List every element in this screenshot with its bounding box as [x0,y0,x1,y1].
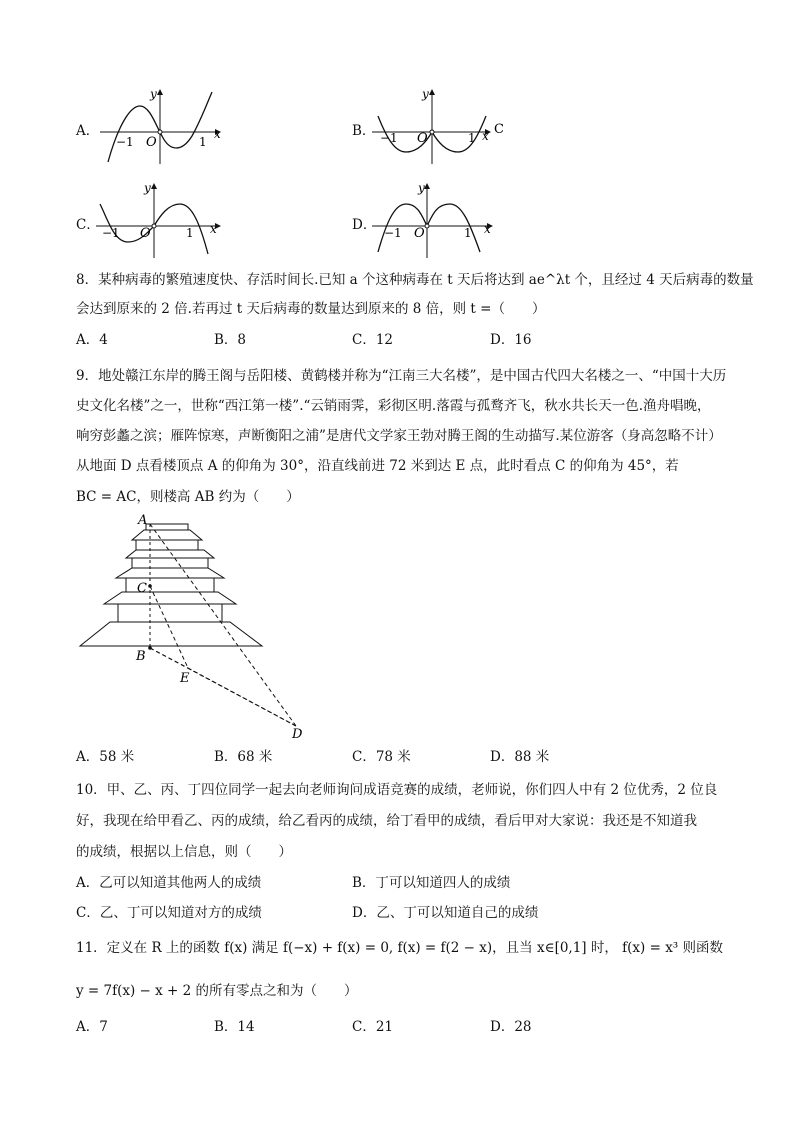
q9-line-5: BC = AC，则楼高 AB 约为（ ） [76,489,300,505]
q7-graph-a [100,86,230,166]
pavilion-roof-4 [126,550,214,558]
q9-option-a[interactable]: A．58 米 [76,749,135,765]
tick-neg1: −1 [380,131,398,145]
q8-line-2: 会达到原来的 2 倍.若再过 t 天后病毒的数量达到原来的 8 倍，则 t =（ ） [76,301,546,317]
q9-option-d[interactable]: D．88 米 [490,749,550,765]
tick-1: 1 [464,226,472,240]
origin-dot [430,130,434,134]
q11-option-d[interactable]: D．28 [490,1019,532,1035]
q11-line-1: 11．定义在 R 上的函数 f(x) 满足 f(−x) + f(x) = 0, f(x) = f(2 − x)，且当 x∈[0,1] 时， f(x) = x³ 则函数 [76,940,724,956]
tick-1: 1 [199,135,207,149]
tick-neg1: −1 [116,135,134,149]
point-e-label: E [180,671,190,686]
point-b-dot [148,646,152,650]
q11-option-a[interactable]: A．7 [76,1019,108,1035]
q9-option-c[interactable]: C．78 米 [352,749,411,765]
q8-option-b[interactable]: B．8 [214,332,247,348]
origin-dot [152,224,156,228]
tick-neg1: −1 [384,226,402,240]
x-label: x [484,222,491,236]
origin-label: O [146,135,157,150]
q7-option-c-label: C． [76,217,100,233]
pavilion-tier-1 [118,604,222,622]
tick-neg1: −1 [102,226,120,240]
origin-dot [425,224,429,228]
origin-label: O [140,226,151,241]
tick-1: 1 [186,226,194,240]
pavilion-tier-4 [136,540,198,550]
pavilion-tier-3 [132,558,208,568]
q9-line-1: 9．地处赣江东岸的腾王阁与岳阳楼、黄鹤楼并称为“江南三大名楼”，是中国古代四大名楼之一、“中国十大历 [76,368,727,384]
q9-line-4: 从地面 D 点看楼顶点 A 的仰角为 30°，沿直线前进 72 米到达 E 点，此时看点 C 的仰角为 45°，若 [76,458,679,474]
q10-option-b[interactable]: B．丁可以知道四人的成绩 [352,875,511,891]
q8-option-d[interactable]: D．16 [490,332,532,348]
y-label: y [150,87,157,101]
point-d-label: D [292,727,303,742]
q7-option-d-label: D． [352,217,377,233]
point-c-dot [148,584,152,588]
origin-label: O [417,131,428,146]
point-a-label: A [138,513,148,528]
q11-option-b[interactable]: B．14 [214,1019,255,1035]
q7-option-b-label: B． [352,123,376,139]
q10-line-3: 的成绩，根据以上信息，则（ ） [76,844,292,860]
origin-dot [158,130,162,134]
q8-line-1: 8．某种病毒的繁殖速度快、存活时间长.已知 a 个这种病毒在 t 天后将达到 ae^λt 个，且经过 4 天后病毒的数量 [76,272,754,288]
point-b-label: B [136,649,146,664]
q10-option-d[interactable]: D．乙、丁可以知道自己的成绩 [352,905,539,921]
pavilion-base-roof [80,622,262,646]
y-label: y [418,181,425,195]
pavilion-roof-top [132,530,202,540]
pavilion-roof-2 [104,592,236,604]
q9-line-2: 史文化名楼”之一，世称“西江第一楼”.“云销雨霁，彩彻区明.落霞与孤鹜齐飞，秋水共长天一色.渔舟唱晚， [76,398,711,414]
q8-option-a[interactable]: A．4 [76,332,108,348]
q7-graph-b [372,86,512,166]
q7-graph-c [96,180,226,260]
tick-1: 1 [468,131,476,145]
q10-line-2: 好，我现在给甲看乙、丙的成绩，给乙看丙的成绩，给丁看甲的成绩，看后甲对大家说：我还是不知道我 [76,813,697,829]
x-label: x [482,129,489,143]
y-label: y [144,181,151,195]
q10-line-1: 10．甲、乙、丙、丁四位同学一起去向老师询问成语竞赛的成绩，老师说，你们四人中有 2 位优秀，2 位良 [76,782,718,798]
q9-option-b[interactable]: B．68 米 [214,749,273,765]
q7-graph-d [372,180,502,260]
x-label: x [214,127,221,141]
q8-option-c[interactable]: C．12 [352,332,394,348]
line-ce [150,586,188,668]
q7-option-a-label: A． [76,123,100,139]
y-label: y [422,87,429,101]
q10-option-a[interactable]: A．乙可以知道其他两人的成绩 [76,875,262,891]
point-c-label: C [137,581,147,596]
q9-pavilion-diagram [70,510,320,742]
q9-line-3: 响穷彭蠡之滨；雁阵惊寒，声断衡阳之浦”是唐代文学家王勃对腾王阁的生动描写.某位游客（身高忽略不计） [76,428,722,444]
q10-option-c[interactable]: C．乙、丁可以知道对方的成绩 [76,905,262,921]
pavilion-roof-3 [116,568,224,578]
b-extra-label: C [494,122,504,137]
origin-label: O [414,226,425,241]
line-bd [150,648,296,726]
q11-option-c[interactable]: C．21 [352,1019,394,1035]
q11-line-2: y = 7f(x) − x + 2 的所有零点之和为（ ） [76,983,358,999]
line-ad [150,524,296,726]
x-label: x [210,222,217,236]
